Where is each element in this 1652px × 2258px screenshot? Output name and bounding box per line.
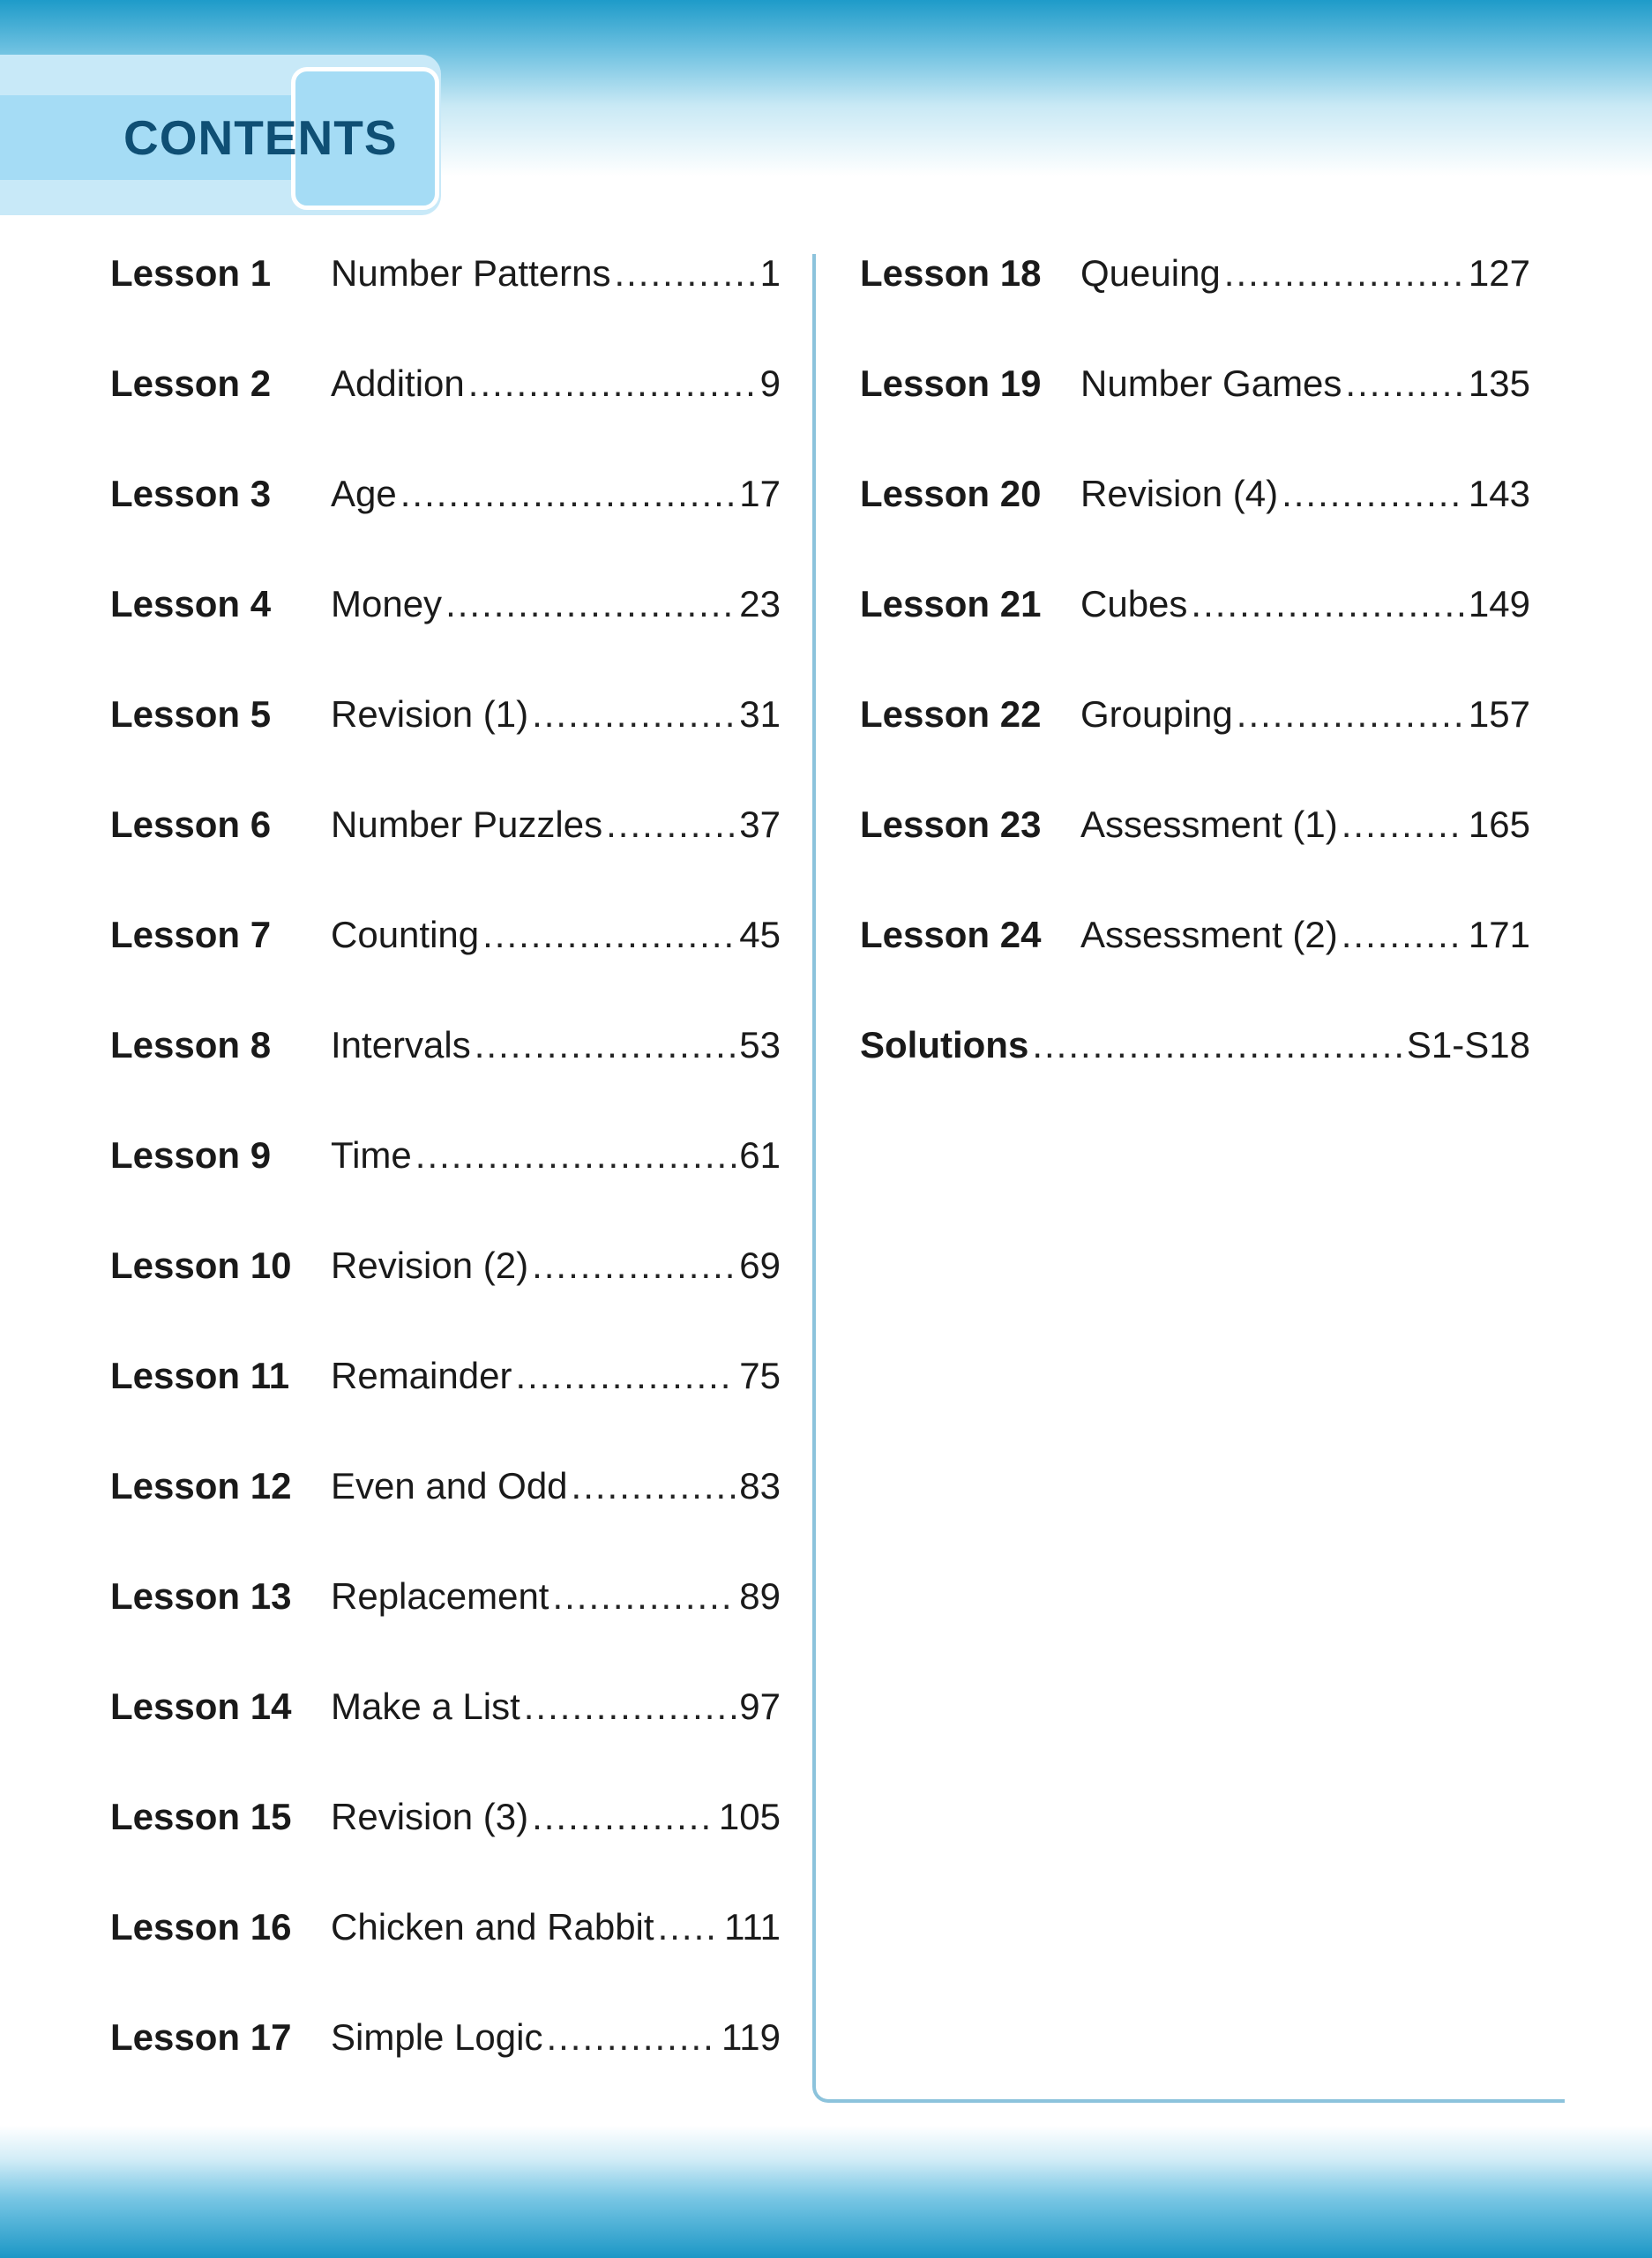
page-number: 31 — [739, 693, 781, 735]
dot-leader — [1191, 578, 1465, 631]
lesson-title: Revision (4) — [1080, 473, 1279, 514]
lesson-title: Number Patterns — [331, 252, 611, 294]
page-number: 45 — [739, 914, 781, 955]
dot-leader — [658, 1901, 721, 1954]
page-number: 149 — [1468, 583, 1530, 624]
page-number: 127 — [1468, 252, 1530, 294]
toc-entry[interactable] — [110, 1129, 781, 1182]
lesson-label: Lesson 20 — [860, 473, 1042, 514]
dot-leader — [546, 2011, 718, 2064]
toc-entry[interactable] — [110, 2011, 781, 2064]
page-number: 37 — [739, 804, 781, 845]
page-number: 75 — [739, 1355, 781, 1396]
lesson-label: Lesson 6 — [110, 804, 272, 845]
dot-leader — [400, 467, 736, 520]
lesson-title: Addition — [331, 363, 465, 404]
toc-entry[interactable] — [860, 357, 1530, 410]
lesson-title: Assessment (2) — [1080, 914, 1338, 955]
lesson-title: Age — [331, 473, 397, 514]
toc-entry[interactable] — [110, 1680, 781, 1733]
lesson-label: Lesson 5 — [110, 693, 272, 735]
toc-entry[interactable] — [110, 357, 781, 410]
lesson-label: Lesson 23 — [860, 804, 1042, 845]
dot-leader — [614, 247, 756, 300]
dot-leader — [1282, 467, 1465, 520]
lesson-label: Lesson 17 — [110, 2016, 292, 2058]
lesson-title: Replacement — [331, 1575, 549, 1617]
page-number: 157 — [1468, 693, 1530, 735]
lesson-title: Revision (3) — [331, 1796, 529, 1837]
lesson-label: Lesson 15 — [110, 1796, 292, 1837]
lesson-title: Number Puzzles — [331, 804, 603, 845]
page-number: S1-S18 — [1406, 1024, 1530, 1065]
toc-entry[interactable] — [110, 247, 781, 300]
lesson-label: Lesson 14 — [110, 1686, 292, 1727]
lesson-label: Lesson 1 — [110, 252, 272, 294]
dot-leader — [1237, 688, 1465, 741]
lesson-label: Lesson 22 — [860, 693, 1042, 735]
dot-leader — [415, 1129, 736, 1182]
lesson-label: Lesson 3 — [110, 473, 272, 514]
lesson-label: Lesson 8 — [110, 1024, 272, 1065]
toc-entry[interactable] — [110, 1791, 781, 1843]
page-number: 17 — [739, 473, 781, 514]
lesson-label: Lesson 9 — [110, 1134, 272, 1176]
toc-entry[interactable] — [110, 688, 781, 741]
lesson-title: Make a List — [331, 1686, 520, 1727]
page-number: 135 — [1468, 363, 1530, 404]
toc-entry[interactable] — [860, 798, 1530, 851]
page-number: 171 — [1468, 914, 1530, 955]
dot-leader — [1224, 247, 1465, 300]
dot-leader — [482, 908, 736, 961]
lesson-title: Revision (1) — [331, 693, 529, 735]
dot-leader — [524, 1680, 736, 1733]
page-number: 89 — [739, 1575, 781, 1617]
column-divider — [812, 254, 1565, 2103]
toc-entry[interactable] — [110, 1019, 781, 1072]
toc-entry[interactable] — [860, 247, 1530, 300]
dot-leader — [445, 578, 736, 631]
dot-leader — [532, 1239, 736, 1292]
dot-leader — [606, 798, 736, 851]
lesson-label: Lesson 2 — [110, 363, 272, 404]
dot-leader — [1345, 357, 1465, 410]
lesson-label: Lesson 13 — [110, 1575, 292, 1617]
lesson-label: Lesson 4 — [110, 583, 272, 624]
toc-entry[interactable] — [110, 798, 781, 851]
toc-entry[interactable] — [110, 908, 781, 961]
page-number: 143 — [1468, 473, 1530, 514]
page-number: 111 — [724, 1906, 781, 1948]
page-number: 119 — [721, 2016, 781, 2058]
page-title: CONTENTS — [123, 110, 398, 165]
lesson-title: Money — [331, 583, 443, 624]
toc-entry[interactable] — [110, 578, 781, 631]
toc-entry[interactable] — [110, 1350, 781, 1402]
dot-leader — [515, 1350, 736, 1402]
dot-leader — [572, 1460, 736, 1513]
toc-entry[interactable] — [110, 1901, 781, 1954]
page-number: 83 — [739, 1465, 781, 1507]
solutions-label: Solutions — [860, 1024, 1029, 1065]
page-number: 9 — [759, 363, 781, 404]
lesson-title: Grouping — [1080, 693, 1233, 735]
lesson-title: Simple Logic — [331, 2016, 543, 2058]
lesson-title: Counting — [331, 914, 480, 955]
dot-leader — [1342, 798, 1465, 851]
toc-entry[interactable] — [860, 467, 1530, 520]
lesson-label: Lesson 19 — [860, 363, 1042, 404]
page-number: 53 — [739, 1024, 781, 1065]
toc-entry[interactable] — [860, 908, 1530, 961]
dot-leader — [475, 1019, 736, 1072]
lesson-label: Lesson 21 — [860, 583, 1042, 624]
toc-entry[interactable] — [110, 1570, 781, 1623]
lesson-title: Revision (2) — [331, 1245, 529, 1286]
lesson-title: Cubes — [1080, 583, 1188, 624]
dot-leader — [532, 1791, 715, 1843]
toc-entry[interactable] — [110, 1239, 781, 1292]
dot-leader — [552, 1570, 736, 1623]
toc-entry[interactable] — [860, 688, 1530, 741]
bottom-gradient-band — [0, 2126, 1652, 2258]
lesson-title: Remainder — [331, 1355, 512, 1396]
dot-leader — [1342, 908, 1465, 961]
lesson-title: Even and Odd — [331, 1465, 568, 1507]
dot-leader — [532, 688, 736, 741]
lesson-label: Lesson 10 — [110, 1245, 292, 1286]
dot-leader — [1032, 1019, 1403, 1072]
lesson-label: Lesson 18 — [860, 252, 1042, 294]
dot-leader — [468, 357, 757, 410]
lesson-title: Number Games — [1080, 363, 1342, 404]
page-number: 105 — [718, 1796, 781, 1837]
page-number: 97 — [739, 1686, 781, 1727]
lesson-label: Lesson 24 — [860, 914, 1042, 955]
page-number: 23 — [739, 583, 781, 624]
lesson-title: Queuing — [1080, 252, 1221, 294]
lesson-title: Chicken and Rabbit — [331, 1906, 654, 1948]
toc-entry[interactable] — [110, 467, 781, 520]
lesson-label: Lesson 7 — [110, 914, 272, 955]
page-number: 69 — [739, 1245, 781, 1286]
solutions-entry[interactable] — [860, 1019, 1530, 1072]
lesson-label: Lesson 16 — [110, 1906, 292, 1948]
toc-entry[interactable] — [110, 1460, 781, 1513]
lesson-title: Intervals — [331, 1024, 471, 1065]
lesson-label: Lesson 11 — [110, 1355, 290, 1396]
page-number: 165 — [1468, 804, 1530, 845]
lesson-title: Time — [331, 1134, 412, 1176]
page-number: 61 — [739, 1134, 781, 1176]
page-number: 1 — [759, 252, 781, 294]
lesson-label: Lesson 12 — [110, 1465, 292, 1507]
toc-entry[interactable] — [860, 578, 1530, 631]
lesson-title: Assessment (1) — [1080, 804, 1338, 845]
